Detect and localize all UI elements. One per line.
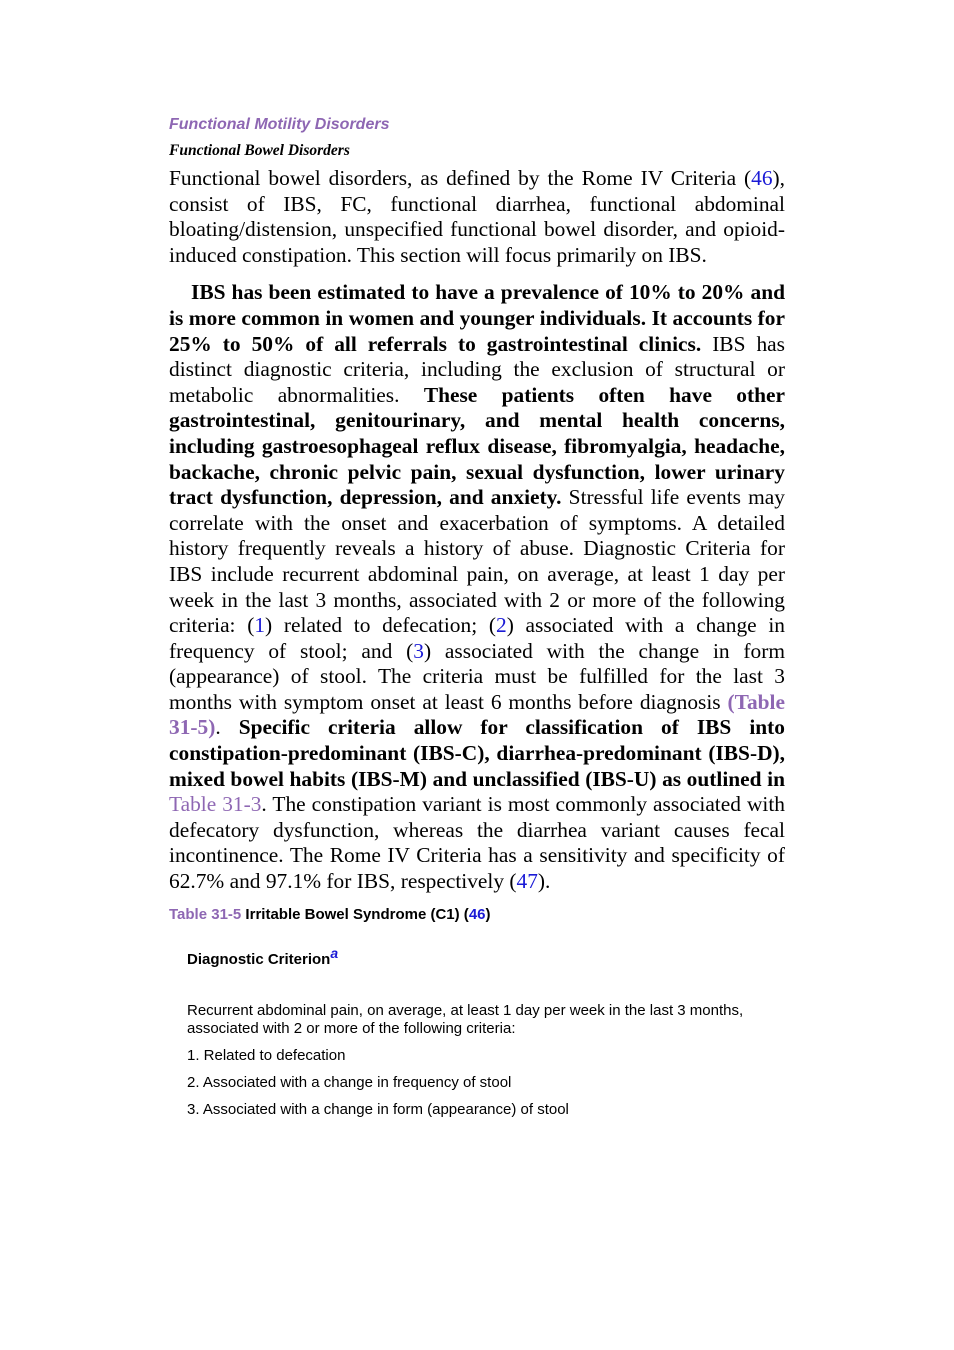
table-link-31-3[interactable]: Table 31-3 (169, 792, 262, 817)
text-span: IBS has distinct diagnostic criteria, including the exclusion of structural or metabolic abnormalities. (169, 331, 785, 407)
bold-text: Specific criteria allow for classification of IBS into constipation-predominant (IBS-C), diarrhea-predominant (IBS-D), mixed bowel habits (IBS-M) and unclassified (IBS-U) as outlined in (169, 715, 785, 791)
text-span: ) associated with a change in frequency of stool; and ( (169, 613, 785, 663)
criteria-intro: Recurrent abdominal pain, on average, at least 1 day per week in the last 3 months, associated with 2 or more of the following criteria: (187, 1001, 744, 1037)
text-span: ) related to defecation; ( (265, 613, 496, 638)
text-span: ) (485, 905, 491, 923)
paragraph-ibs (169, 280, 785, 894)
criteria-item: 3. Associated with a change in form (appearance) of stool (187, 1100, 569, 1118)
bold-text: These patients often have other gastrointestinal, genitourinary, and mental health concerns, including gastroesophageal reflux disease, fibromyalgia, headache, backache, chronic pelvic pain, sexual dysfunction, lower urinary tract dysfunction, depression, and anxiety. (169, 382, 785, 510)
reference-link-3[interactable]: 3 (413, 638, 424, 663)
table-title: Irritable Bowel Syndrome (C1) ( (241, 905, 469, 923)
text-span: . (215, 715, 239, 740)
reference-link-46-table[interactable]: 46 (468, 905, 486, 923)
table-header-label: Diagnostic Criterion (187, 950, 331, 968)
bold-text: IBS has been estimated to have a prevalence of 10% to 20% and is more common in women and younger individuals. It accounts for 25% to 50% of all referrals to gastrointestinal clinics. (169, 280, 785, 356)
document-page (169, 114, 785, 1119)
subsection-title: Functional Bowel Disorders (169, 142, 350, 159)
footnote-link-a[interactable]: a (330, 944, 339, 961)
criteria-item: 1. Related to defecation (187, 1046, 346, 1064)
text-span: Functional bowel disorders, as defined by the Rome IV Criteria ( (169, 166, 752, 190)
criteria-table (187, 943, 785, 1119)
text-span: Stressful life events may correlate with the onset and exacerbation of symptoms. A detailed history frequently reveals a history of abuse. Diagnostic Criteria for IBS include recurrent abdominal pain, on average, at least 1 day per week in the last 3 months, associated with 2 or more of the following criteria: ( (169, 485, 785, 638)
text-span: ). (537, 869, 551, 894)
paragraph-intro (169, 166, 785, 268)
text-span: . The constipation variant is most commonly associated with defecatory dysfunction, whereas the diarrhea variant causes fecal incontinence. The Rome IV Criteria has a sensitivity and specificity of 62.7% and 97.1% for IBS, respectively ( (169, 792, 785, 894)
table-label: Table 31-5 (169, 905, 242, 923)
reference-link-2[interactable]: 2 (495, 613, 507, 638)
text-span: ) associated with the change in form (appearance) of stool. The criteria must be fulfilled for the last 3 months with symptom onset at least 6 months before diagnosis (169, 638, 786, 714)
text-span: ), consist of IBS, FC, functional diarrhea, functional abdominal bloating/distension, unspecified functional bowel disorder, and opioid-induced constipation. This section will focus primarily on IBS. (169, 166, 785, 267)
criteria-item: 2. Associated with a change in frequency of stool (187, 1073, 512, 1091)
table-header (187, 943, 785, 970)
table-link-31-5[interactable]: (Table 31-5) (169, 689, 785, 740)
table-caption (169, 905, 785, 925)
reference-link-1[interactable]: 1 (254, 613, 266, 638)
reference-link-47[interactable]: 47 (516, 869, 538, 894)
reference-link-46[interactable]: 46 (751, 166, 773, 190)
section-title: Functional Motility Disorders (169, 116, 390, 133)
